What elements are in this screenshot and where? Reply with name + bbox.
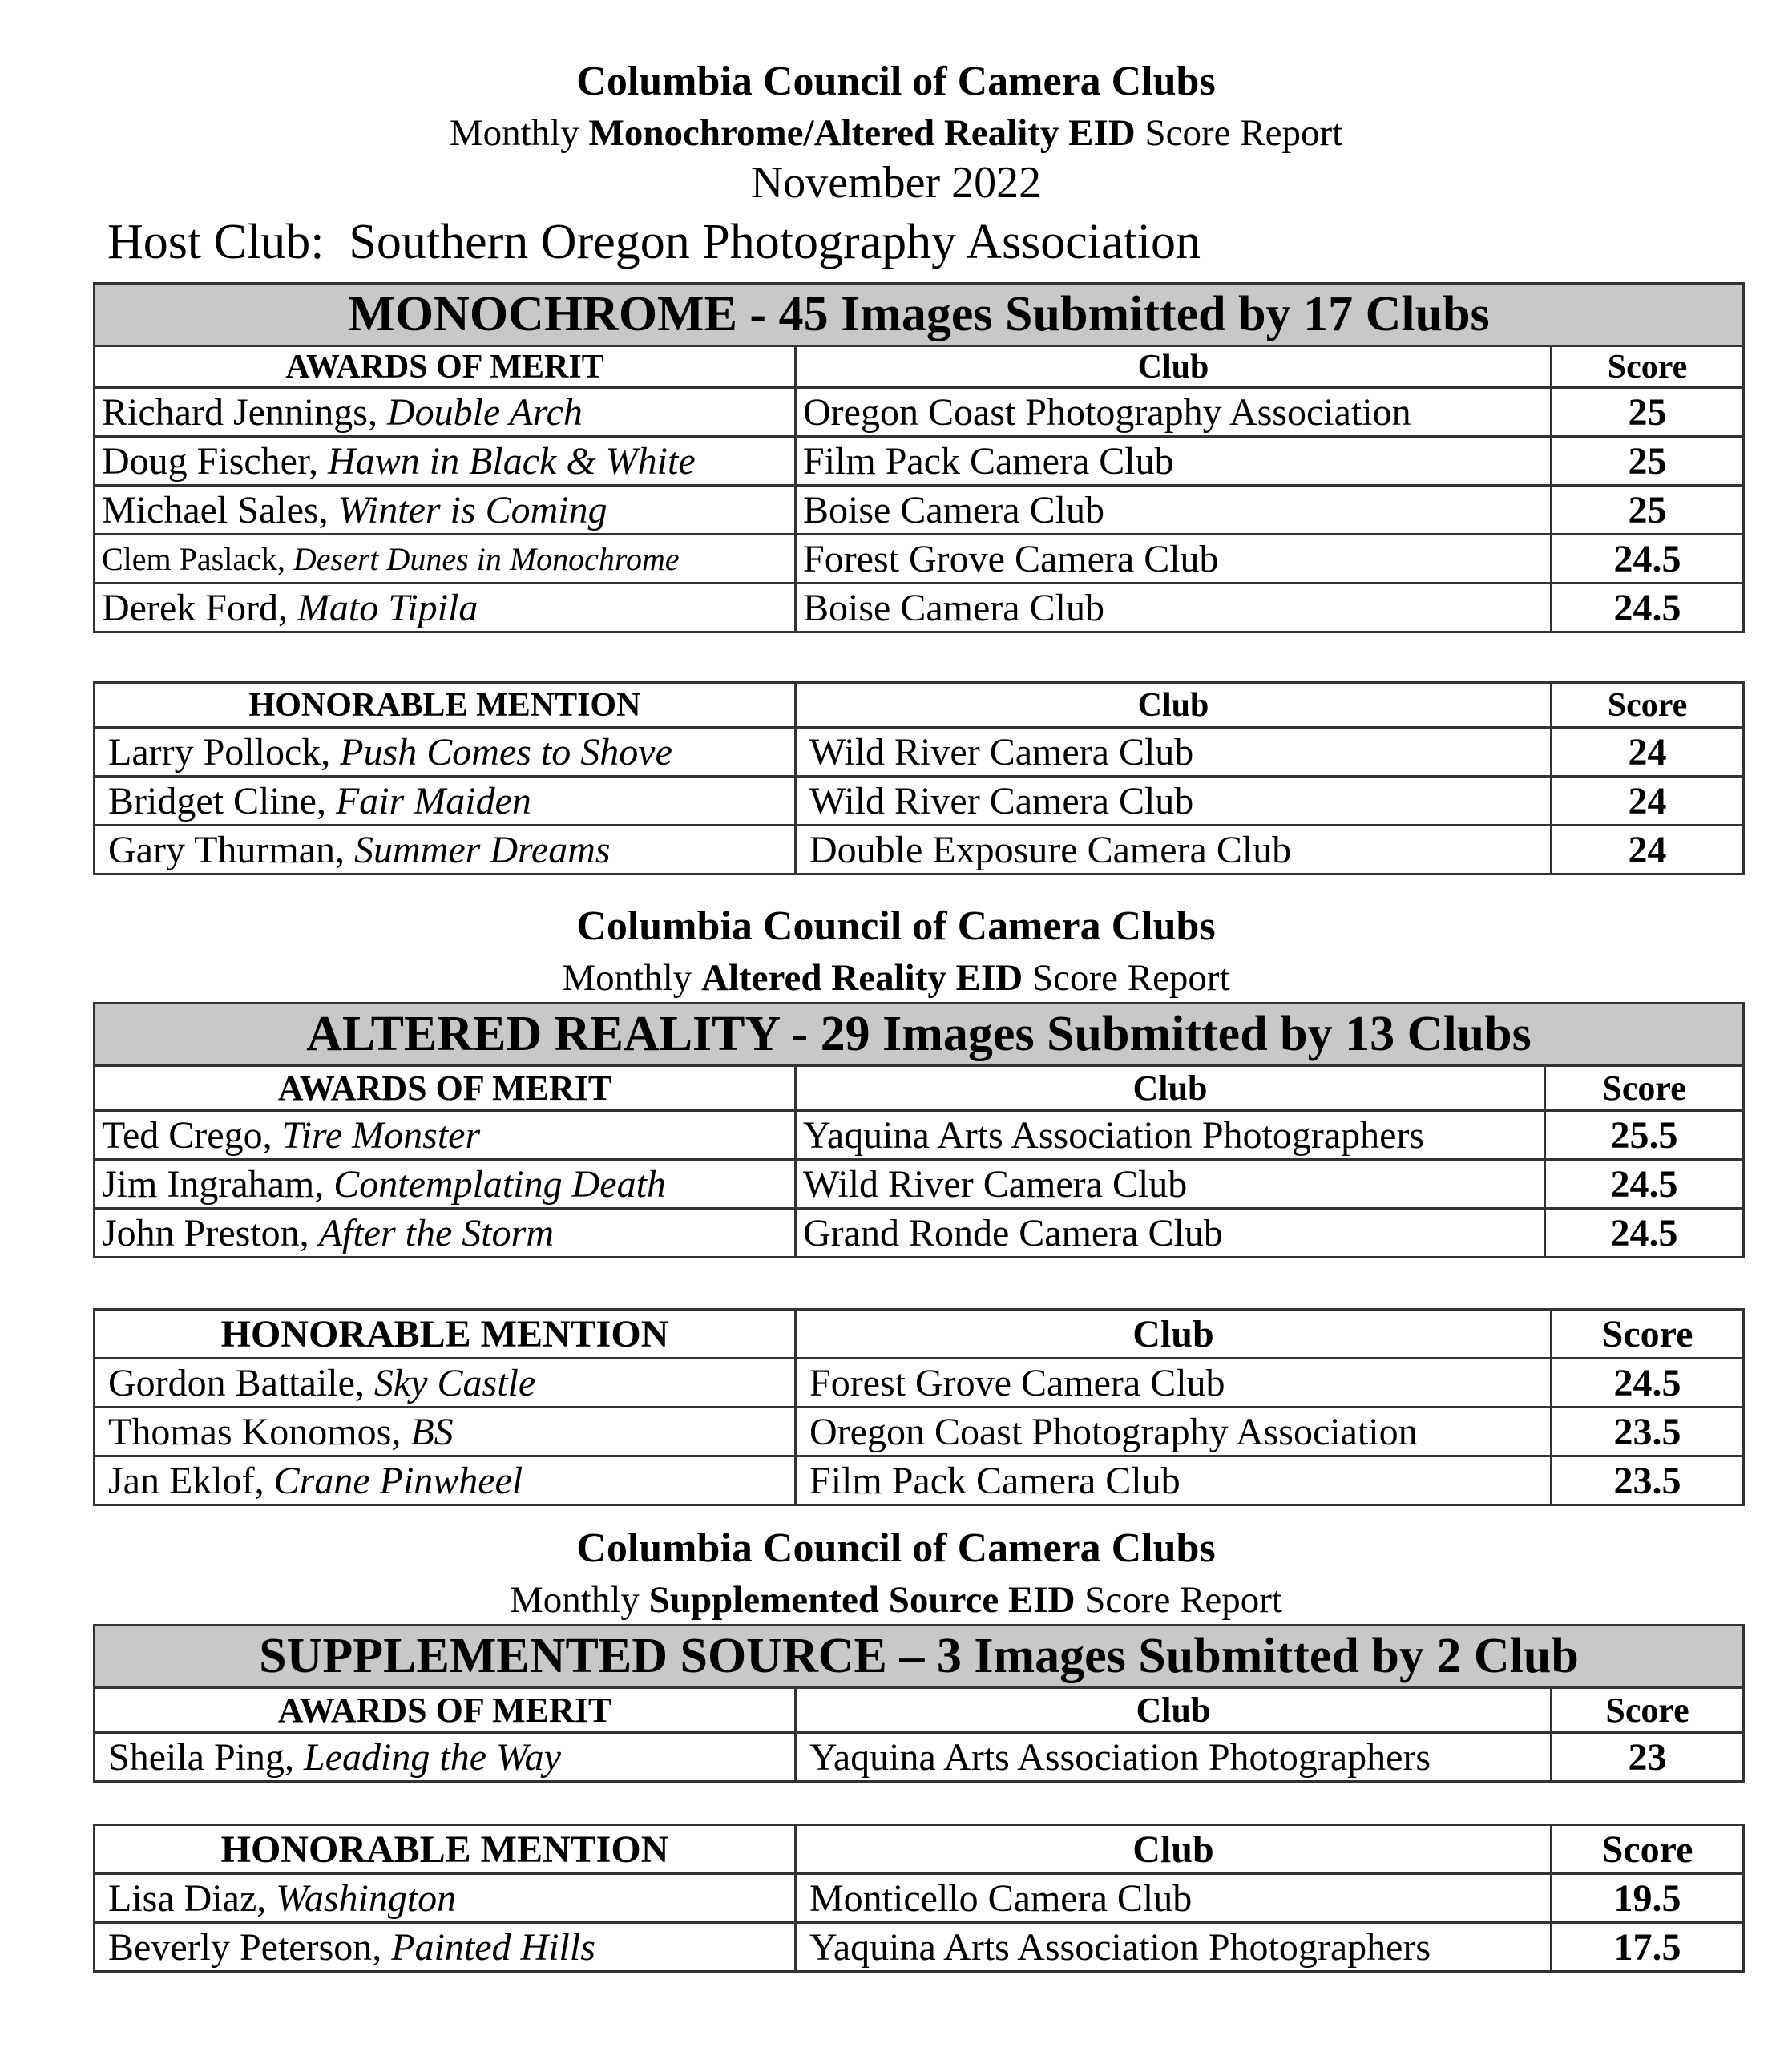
club-header: Club (796, 346, 1552, 388)
awards-of-merit-header: AWARDS OF MERIT (95, 1688, 796, 1733)
host-club: Host Club: Southern Oregon Photography Association (107, 215, 1201, 269)
supplemented-merit-table (93, 1624, 1745, 1783)
score-cell: 24.5 (1545, 1209, 1744, 1258)
entrant-cell: John Preston, After the Storm (95, 1209, 796, 1258)
honorable-mention-header: HONORABLE MENTION (95, 1310, 796, 1359)
entrant-cell: Lisa Diaz, Washington (95, 1874, 796, 1923)
club-cell: Oregon Coast Photography Association (796, 388, 1552, 437)
entrant-cell: Michael Sales, Winter is Coming (95, 486, 796, 535)
score-cell: 24.5 (1552, 535, 1744, 584)
score-cell: 25 (1552, 437, 1744, 486)
entrant-cell: Beverly Peterson, Painted Hills (95, 1923, 796, 1972)
entrant-cell: Doug Fischer, Hawn in Black & White (95, 437, 796, 486)
table-row (95, 1733, 1744, 1782)
club-cell: Monticello Camera Club (796, 1874, 1552, 1923)
entrant-cell: Jim Ingraham, Contemplating Death (95, 1160, 796, 1209)
score-header: Score (1552, 346, 1744, 388)
honorable-mention-header: HONORABLE MENTION (95, 683, 796, 728)
org-title-supplemented: Columbia Council of Camera Clubs (576, 1525, 1216, 1571)
awards-of-merit-header: AWARDS OF MERIT (95, 346, 796, 388)
club-cell: Film Pack Camera Club (796, 437, 1552, 486)
entrant-cell: Gordon Battaile, Sky Castle (95, 1359, 796, 1408)
monochrome-section-bar: MONOCHROME - 45 Images Submitted by 17 Clubs (95, 284, 1744, 346)
org-title: Columbia Council of Camera Clubs (576, 59, 1216, 104)
club-header: Club (796, 1688, 1552, 1733)
entrant-cell: Bridget Cline, Fair Maiden (95, 777, 796, 826)
club-cell: Boise Camera Club (796, 584, 1552, 632)
altered-section-bar: ALTERED REALITY - 29 Images Submitted by 13 Clubs (95, 1004, 1744, 1066)
score-cell: 24 (1552, 777, 1744, 826)
table-row (95, 388, 1744, 437)
entrant-cell: Gary Thurman, Summer Dreams (95, 826, 796, 875)
awards-of-merit-header: AWARDS OF MERIT (95, 1066, 796, 1111)
table-row (95, 584, 1744, 632)
club-cell: Yaquina Arts Association Photographers (796, 1111, 1545, 1160)
report-subtitle-altered: Monthly Altered Reality EID Score Report (562, 957, 1230, 999)
table-row (95, 1408, 1744, 1456)
score-cell: 23.5 (1552, 1408, 1744, 1456)
club-cell: Wild River Camera Club (796, 777, 1552, 826)
entrant-cell: Richard Jennings, Double Arch (95, 388, 796, 437)
score-cell: 24 (1552, 728, 1744, 777)
monochrome-merit-table (93, 282, 1745, 633)
table-row (95, 1209, 1744, 1258)
altered-merit-table (93, 1002, 1745, 1258)
entrant-cell: Thomas Konomos, BS (95, 1408, 796, 1456)
entrant-cell: Jan Eklof, Crane Pinwheel (95, 1456, 796, 1505)
table-row (95, 1111, 1744, 1160)
table-row (95, 437, 1744, 486)
table-row (95, 535, 1744, 584)
score-cell: 24.5 (1552, 584, 1744, 632)
report-month: November 2022 (750, 158, 1042, 208)
entrant-cell: Ted Crego, Tire Monster (95, 1111, 796, 1160)
club-cell: Oregon Coast Photography Association (796, 1408, 1552, 1456)
table-row (95, 1359, 1744, 1408)
altered-honorable-table (93, 1308, 1745, 1506)
score-cell: 23.5 (1552, 1456, 1744, 1505)
score-cell: 19.5 (1552, 1874, 1744, 1923)
score-cell: 24 (1552, 826, 1744, 875)
score-header: Score (1545, 1066, 1744, 1111)
club-header: Club (796, 1066, 1545, 1111)
score-cell: 24.5 (1545, 1160, 1744, 1209)
entrant-cell: Derek Ford, Mato Tipila (95, 584, 796, 632)
club-cell: Wild River Camera Club (796, 1160, 1545, 1209)
monochrome-honorable-table (93, 681, 1745, 875)
table-row (95, 1160, 1744, 1209)
supplemented-section-bar: SUPPLEMENTED SOURCE – 3 Images Submitted by 2 Club (95, 1626, 1744, 1688)
table-row (95, 1874, 1744, 1923)
score-cell: 23 (1552, 1733, 1744, 1782)
club-cell: Boise Camera Club (796, 486, 1552, 535)
table-row (95, 728, 1744, 777)
club-cell: Film Pack Camera Club (796, 1456, 1552, 1505)
score-header: Score (1552, 1825, 1744, 1874)
club-header: Club (796, 683, 1552, 728)
club-cell: Yaquina Arts Association Photographers (796, 1733, 1552, 1782)
club-header: Club (796, 1825, 1552, 1874)
score-cell: 25.5 (1545, 1111, 1744, 1160)
club-cell: Grand Ronde Camera Club (796, 1209, 1545, 1258)
table-row (95, 486, 1744, 535)
score-cell: 25 (1552, 486, 1744, 535)
entrant-cell: Sheila Ping, Leading the Way (95, 1733, 796, 1782)
report-subtitle: Monthly Monochrome/Altered Reality EID Score Report (449, 112, 1343, 154)
score-header: Score (1552, 683, 1744, 728)
table-row (95, 777, 1744, 826)
club-cell: Yaquina Arts Association Photographers (796, 1923, 1552, 1972)
score-header: Score (1552, 1310, 1744, 1359)
score-header: Score (1552, 1688, 1744, 1733)
entrant-cell: Larry Pollock, Push Comes to Shove (95, 728, 796, 777)
org-title-altered: Columbia Council of Camera Clubs (576, 903, 1216, 949)
entrant-cell: Clem Paslack, Desert Dunes in Monochrome (95, 535, 796, 584)
score-cell: 25 (1552, 388, 1744, 437)
club-header: Club (796, 1310, 1552, 1359)
table-row (95, 1923, 1744, 1972)
club-cell: Wild River Camera Club (796, 728, 1552, 777)
score-cell: 24.5 (1552, 1359, 1744, 1408)
table-row (95, 1456, 1744, 1505)
report-subtitle-supplemented: Monthly Supplemented Source EID Score Report (510, 1579, 1282, 1621)
score-cell: 17.5 (1552, 1923, 1744, 1972)
club-cell: Forest Grove Camera Club (796, 1359, 1552, 1408)
club-cell: Forest Grove Camera Club (796, 535, 1552, 584)
honorable-mention-header: HONORABLE MENTION (95, 1825, 796, 1874)
table-row (95, 826, 1744, 875)
club-cell: Double Exposure Camera Club (796, 826, 1552, 875)
supplemented-honorable-table (93, 1824, 1745, 1973)
